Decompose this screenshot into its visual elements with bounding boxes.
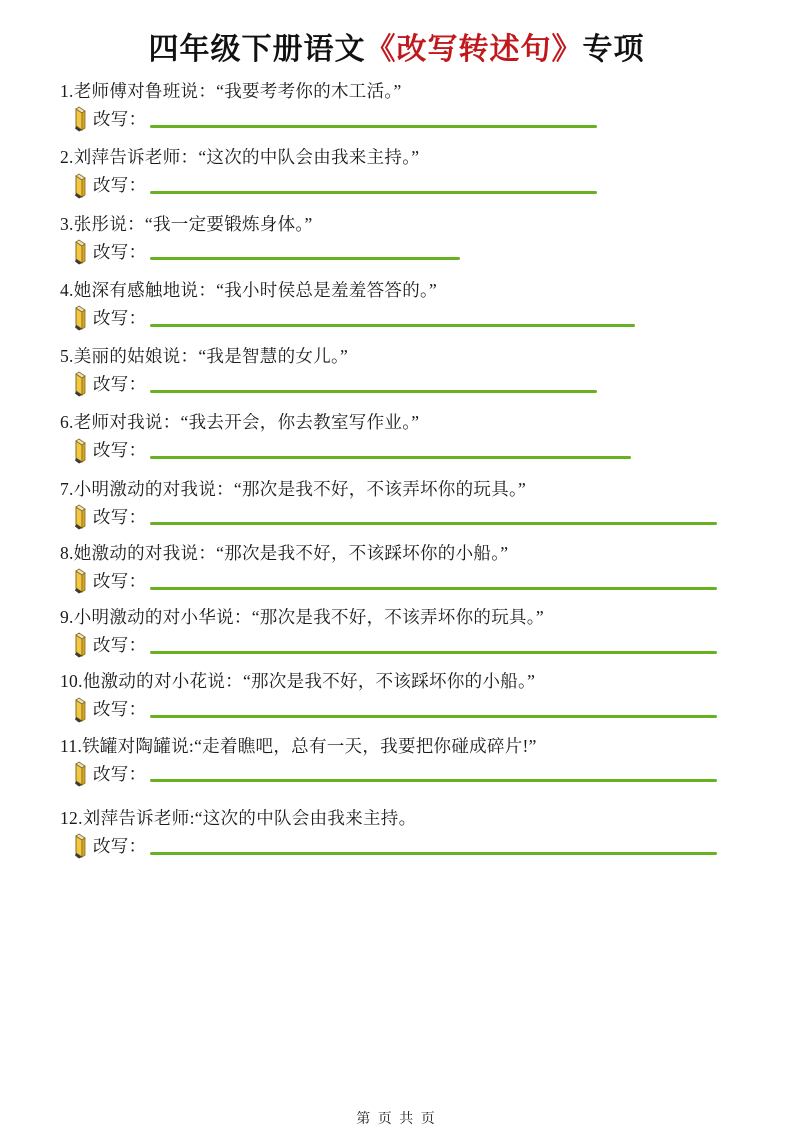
question-text: 8.她激动的对我说：“那次是我不好，不该踩坏你的小船。” — [60, 542, 509, 563]
question-text: 1.老师傅对鲁班说：“我要考考你的木工活。” — [60, 81, 402, 101]
question-item — [46, 211, 747, 265]
answer-row — [46, 438, 747, 464]
question-text: 5.美丽的姑娘说：“我是智慧的女儿。” — [60, 346, 349, 366]
answer-blank-line[interactable] — [150, 651, 717, 654]
question-text: 2.刘萍告诉老师：“这次的中队会由我来主持。” — [60, 147, 420, 168]
answer-row — [46, 305, 747, 331]
question-item — [46, 668, 747, 722]
pen-icon — [72, 106, 92, 132]
pen-icon — [72, 833, 92, 859]
answer-label: 改写： — [93, 440, 147, 461]
question-text: 12.刘萍告诉老师:“这次的中队会由我来主持。 — [60, 807, 417, 828]
pen-icon — [72, 438, 92, 464]
page-title — [46, 24, 747, 68]
title-bracketed: 《改写转述句》 — [365, 33, 583, 66]
answer-row — [46, 697, 747, 723]
answer-label: 改写： — [93, 109, 147, 129]
question-item — [46, 78, 747, 132]
answer-label: 改写： — [93, 374, 147, 394]
answer-label: 改写： — [93, 570, 147, 591]
answer-blank-line[interactable] — [150, 779, 717, 782]
question-item — [46, 343, 747, 397]
page-footer: 第 页 共 页 — [356, 1112, 437, 1127]
answer-label: 改写： — [93, 699, 147, 720]
pen-icon — [72, 761, 92, 787]
question-item — [46, 144, 747, 198]
question-text: 6.老师对我说：“我去开会，你去教室写作业。” — [60, 412, 420, 433]
answer-row — [46, 504, 747, 530]
title-prefix: 四年级下册语文 — [148, 33, 366, 66]
question-text: 7.小明激动的对我说：“那次是我不好，不该弄坏你的玩具。” — [60, 478, 527, 499]
answer-blank-line[interactable] — [150, 715, 717, 718]
answer-row — [46, 568, 747, 594]
answer-row — [46, 173, 747, 199]
answer-row — [46, 106, 747, 132]
answer-label: 改写： — [93, 763, 147, 784]
answer-blank-line[interactable] — [150, 390, 597, 393]
worksheet-page — [0, 24, 793, 1146]
pen-icon — [72, 305, 92, 331]
answer-label: 改写： — [93, 175, 147, 196]
answer-blank-line[interactable] — [150, 852, 717, 855]
question-item — [46, 604, 747, 658]
pen-icon — [72, 632, 92, 658]
pen-icon — [72, 568, 92, 594]
pen-icon — [72, 504, 92, 530]
question-item — [46, 805, 747, 859]
answer-blank-line[interactable] — [150, 456, 631, 459]
question-item — [46, 277, 747, 331]
question-list — [46, 78, 747, 859]
question-text: 4.她深有感触地说：“我小时侯总是羞羞答答的。” — [60, 279, 438, 300]
answer-label: 改写： — [93, 506, 147, 527]
question-text: 11.铁罐对陶罐说:“走着瞧吧，总有一天，我要把你碰成碎片!” — [60, 735, 537, 756]
answer-row — [46, 239, 747, 265]
answer-blank-line[interactable] — [150, 587, 717, 590]
answer-blank-line[interactable] — [150, 257, 460, 260]
pen-icon — [72, 239, 92, 265]
answer-label: 改写： — [93, 307, 147, 328]
title-suffix: 专项 — [582, 33, 645, 66]
answer-blank-line[interactable] — [150, 522, 717, 525]
question-item — [46, 409, 747, 463]
answer-blank-line[interactable] — [150, 125, 597, 128]
question-text: 10.他激动的对小花说：“那次是我不好，不该踩坏你的小船。” — [60, 671, 536, 692]
question-text: 9.小明激动的对小华说：“那次是我不好，不该弄坏你的玩具。” — [60, 607, 544, 627]
answer-label: 改写： — [93, 241, 147, 262]
answer-label: 改写： — [93, 635, 147, 655]
question-item — [46, 540, 747, 594]
answer-row — [46, 761, 747, 787]
pen-icon — [72, 697, 92, 723]
question-text: 3.张彤说：“我一定要锻炼身体。” — [60, 213, 313, 234]
answer-row — [46, 833, 747, 859]
question-item — [46, 476, 747, 530]
answer-row — [46, 632, 747, 658]
answer-blank-line[interactable] — [150, 324, 635, 327]
pen-icon — [72, 371, 92, 397]
answer-row — [46, 371, 747, 397]
pen-icon — [72, 173, 92, 199]
answer-blank-line[interactable] — [150, 191, 597, 194]
question-item — [46, 733, 747, 787]
answer-label: 改写： — [93, 835, 147, 856]
